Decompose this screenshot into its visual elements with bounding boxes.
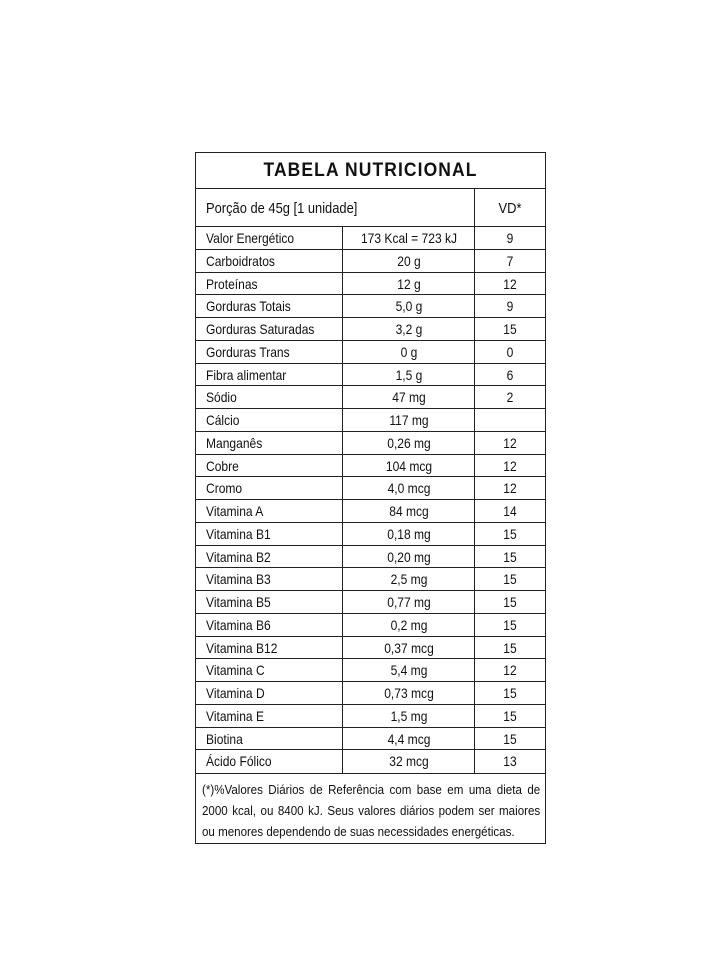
nutrient-amount: 4,0 mcg bbox=[387, 480, 431, 497]
nutrient-vd: 0 bbox=[506, 343, 514, 360]
table-row bbox=[196, 318, 545, 341]
portion-header-row bbox=[196, 189, 545, 227]
nutrient-vd: 15 bbox=[503, 639, 517, 656]
nutrient-vd: 9 bbox=[506, 298, 514, 315]
nutrient-name: Fibra alimentar bbox=[206, 366, 287, 383]
table-row bbox=[196, 386, 545, 409]
nutrient-vd: 13 bbox=[503, 753, 517, 770]
nutrient-vd: 15 bbox=[503, 571, 517, 588]
nutrient-vd: 14 bbox=[503, 503, 517, 519]
amount-column-divider bbox=[342, 227, 343, 773]
table-row bbox=[196, 523, 545, 546]
nutrient-amount: 0,18 mg bbox=[387, 525, 431, 542]
nutrient-name: Vitamina D bbox=[206, 685, 265, 701]
nutrient-vd: 15 bbox=[503, 594, 517, 610]
nutrient-name: Cálcio bbox=[206, 412, 240, 428]
nutrient-amount: 5,0 g bbox=[395, 298, 423, 315]
nutrient-amount: 0,20 mg bbox=[387, 548, 431, 565]
table-row bbox=[196, 409, 545, 432]
nutrient-vd: 6 bbox=[506, 366, 514, 383]
table-row bbox=[196, 591, 545, 614]
nutrient-vd: 9 bbox=[506, 230, 514, 246]
table-row bbox=[196, 364, 545, 387]
nutrient-amount: 5,4 mg bbox=[390, 662, 428, 679]
table-row bbox=[196, 682, 545, 705]
nutrient-vd: 12 bbox=[503, 480, 517, 497]
nutrient-name: Sódio bbox=[206, 389, 237, 406]
nutrient-name: Manganês bbox=[206, 434, 263, 451]
nutrient-vd: 15 bbox=[503, 321, 517, 337]
table-row bbox=[196, 614, 545, 637]
nutrient-name: Cromo bbox=[206, 480, 243, 497]
nutrient-amount: 20 g bbox=[397, 252, 421, 269]
nutrient-name: Vitamina B5 bbox=[206, 594, 271, 610]
nutrient-amount: 32 mcg bbox=[389, 753, 429, 770]
nutrient-amount: 84 mcg bbox=[389, 503, 429, 519]
nutrient-name: Gorduras Trans bbox=[206, 343, 290, 360]
vd-header: VD* bbox=[498, 200, 522, 217]
table-row bbox=[196, 705, 545, 728]
nutrient-amount: 173 Kcal = 723 kJ bbox=[360, 230, 458, 246]
nutrient-name: Vitamina C bbox=[206, 662, 265, 679]
table-row bbox=[196, 250, 545, 273]
nutrient-amount: 0,77 mg bbox=[387, 594, 431, 610]
nutrient-amount: 1,5 mg bbox=[390, 707, 428, 724]
nutrient-name: Proteínas bbox=[206, 275, 258, 292]
nutrient-name: Gorduras Saturadas bbox=[206, 321, 315, 337]
nutrient-name: Gorduras Totais bbox=[206, 298, 291, 315]
table-row bbox=[196, 750, 545, 773]
table-row bbox=[196, 659, 545, 682]
nutrient-vd: 15 bbox=[503, 548, 517, 565]
nutrient-name: Vitamina A bbox=[206, 503, 264, 519]
nutrient-vd: 15 bbox=[503, 616, 517, 633]
nutrient-amount: 0 g bbox=[400, 343, 418, 360]
nutrient-amount: 0,2 mg bbox=[390, 616, 428, 633]
nutrient-amount: 4,4 mcg bbox=[387, 730, 431, 747]
nutrient-name: Valor Energético bbox=[206, 230, 295, 246]
nutrient-name: Vitamina B1 bbox=[206, 525, 271, 542]
portion-label: Porção de 45g [1 unidade] bbox=[206, 200, 358, 217]
nutrient-name: Carboidratos bbox=[206, 252, 275, 269]
table-row bbox=[196, 273, 545, 296]
nutrient-vd: 2 bbox=[506, 389, 514, 406]
table-row bbox=[196, 432, 545, 455]
nutrient-amount: 0,26 mg bbox=[387, 434, 431, 451]
table-title: TABELA NUTRICIONAL bbox=[263, 160, 478, 181]
nutrient-name: Biotina bbox=[206, 730, 243, 747]
nutrient-amount: 47 mg bbox=[392, 389, 426, 406]
nutrient-rows bbox=[196, 227, 545, 773]
nutrient-amount: 12 g bbox=[397, 275, 421, 292]
table-row bbox=[196, 568, 545, 591]
nutrient-name: Vitamina E bbox=[206, 707, 265, 724]
nutrient-vd: 12 bbox=[503, 457, 517, 474]
table-row bbox=[196, 637, 545, 660]
table-row bbox=[196, 455, 545, 478]
vd-column-divider bbox=[474, 227, 475, 773]
nutrient-vd: 15 bbox=[503, 730, 517, 747]
nutrient-name: Vitamina B3 bbox=[206, 571, 271, 588]
table-row bbox=[196, 341, 545, 364]
nutrient-name: Vitamina B6 bbox=[206, 616, 271, 633]
nutrient-amount: 117 mg bbox=[389, 412, 429, 428]
nutrient-vd: 12 bbox=[503, 275, 517, 292]
table-row bbox=[196, 728, 545, 751]
nutrient-amount: 104 mcg bbox=[385, 457, 433, 474]
nutrient-amount: 1,5 g bbox=[395, 366, 423, 383]
table-row bbox=[196, 227, 545, 250]
nutrient-vd: 12 bbox=[503, 434, 517, 451]
table-row bbox=[196, 295, 545, 318]
nutrient-vd: 15 bbox=[503, 707, 517, 724]
nutrient-name: Vitamina B12 bbox=[206, 639, 278, 656]
nutrient-amount: 3,2 g bbox=[395, 321, 423, 337]
table-row bbox=[196, 500, 545, 523]
nutrient-vd: 7 bbox=[506, 252, 514, 269]
footnote-divider bbox=[196, 773, 545, 774]
nutrient-vd bbox=[480, 409, 540, 431]
nutrient-name: Ácido Fólico bbox=[206, 753, 272, 770]
nutrient-name: Vitamina B2 bbox=[206, 548, 271, 565]
portion-column-divider bbox=[474, 189, 475, 227]
table-row bbox=[196, 477, 545, 500]
nutrient-vd: 15 bbox=[503, 525, 517, 542]
nutrient-amount: 0,37 mcg bbox=[384, 639, 434, 656]
nutrition-table bbox=[195, 152, 546, 844]
nutrient-name: Cobre bbox=[206, 457, 239, 474]
nutrient-vd: 12 bbox=[503, 662, 517, 679]
table-row bbox=[196, 546, 545, 569]
nutrient-amount: 0,73 mcg bbox=[384, 685, 434, 701]
nutrient-amount: 2,5 mg bbox=[390, 571, 428, 588]
footnote: (*)%Valores Diários de Referência com base em uma dieta de 2000 kcal, ou 8400 kJ. Seus valores diários podem ser maiores ou menores dependendo de suas necessidades energéticas. bbox=[202, 782, 541, 839]
nutrient-vd: 15 bbox=[503, 685, 517, 701]
